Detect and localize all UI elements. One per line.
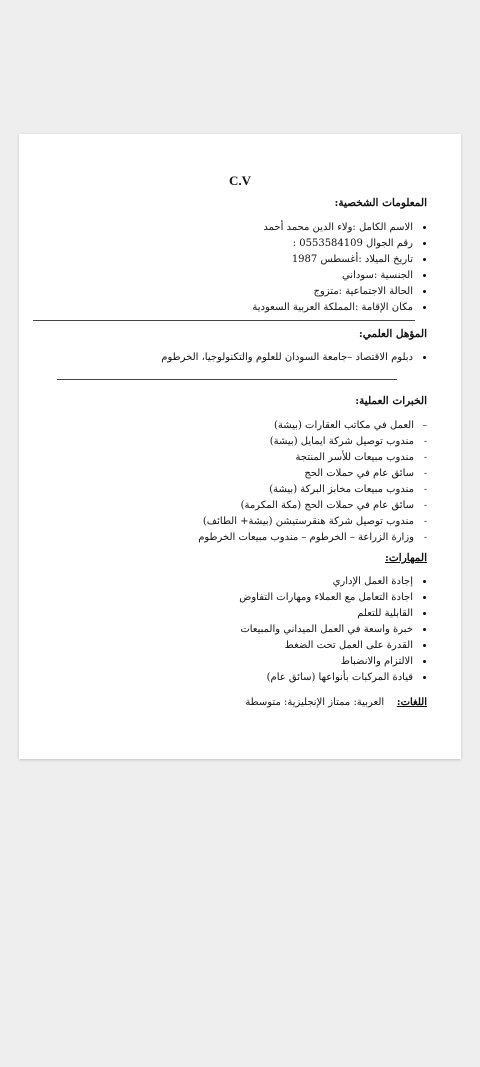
list-item: - مندوب مبيعات مخابز البركة (بيشة) bbox=[269, 484, 427, 495]
section-divider bbox=[33, 320, 415, 321]
languages-row bbox=[245, 696, 427, 710]
list-item: - مندوب توصيل شركة ايمايل (بيشة) bbox=[269, 436, 427, 447]
document-title: C.V bbox=[228, 173, 252, 188]
languages-heading: اللغات: bbox=[396, 697, 427, 708]
list-item: اجادة التعامل مع العملاء ومهارات التفاوض bbox=[239, 591, 413, 605]
section-divider bbox=[57, 379, 397, 380]
list-item: إجادة العمل الإداري bbox=[333, 575, 413, 589]
list-item: الجنسية :سوداني bbox=[342, 269, 413, 283]
list-item: الحالة الاجتماعية :متزوج bbox=[314, 285, 414, 299]
document-page bbox=[19, 134, 461, 759]
list-item: مكان الإقامة :المملكة العربية السعودية bbox=[252, 301, 413, 315]
list-item: دبلوم الاقتصاد –جامعة السودان للعلوم والتكنولوجيا، الخرطوم bbox=[161, 351, 413, 365]
list-item: خبرة واسعة في العمل الميداني والمبيعات bbox=[240, 623, 413, 637]
list-item: - وزارة الزراعة – الخرطوم – مندوب مبيعات الخرطوم bbox=[198, 532, 427, 543]
list-item: - سائق عام في حملات الحج bbox=[304, 468, 427, 479]
list-item: - مندوب مبيعات للأسر المنتجة bbox=[295, 452, 427, 463]
list-item: قيادة المركبات بأنواعها (سائق عام) bbox=[267, 671, 413, 685]
list-item: تاريخ الميلاد :أغسطس 1987 bbox=[292, 253, 413, 267]
education-heading: المؤهل العلمي: bbox=[358, 328, 427, 340]
languages-text: العربية: ممتاز الإنجليزية: متوسطة bbox=[245, 697, 385, 708]
skills-heading: المهارات: bbox=[385, 552, 427, 564]
list-item: الالتزام والانضباط bbox=[341, 655, 413, 669]
list-item: القابلية للتعلم bbox=[357, 607, 413, 621]
experience-heading: الخبرات العملية: bbox=[355, 395, 427, 407]
list-item: – العمل في مكاتب العقارات (بيشة) bbox=[273, 420, 427, 431]
list-item: الاسم الكامل :ولاء الدين محمد أحمد bbox=[263, 221, 413, 235]
personal-info-heading: المعلومات الشخصية: bbox=[334, 197, 427, 209]
list-item: - سائق عام في حملات الحج (مكة المكرمة) bbox=[240, 500, 427, 511]
list-item: - مندوب توصيل شركة هنقرستيشن (بيشة+ الطائف) bbox=[202, 516, 427, 527]
list-item: القدرة على العمل تحت الضغط bbox=[285, 639, 413, 653]
list-item: رقم الجوال 0553584109 : bbox=[293, 237, 413, 251]
